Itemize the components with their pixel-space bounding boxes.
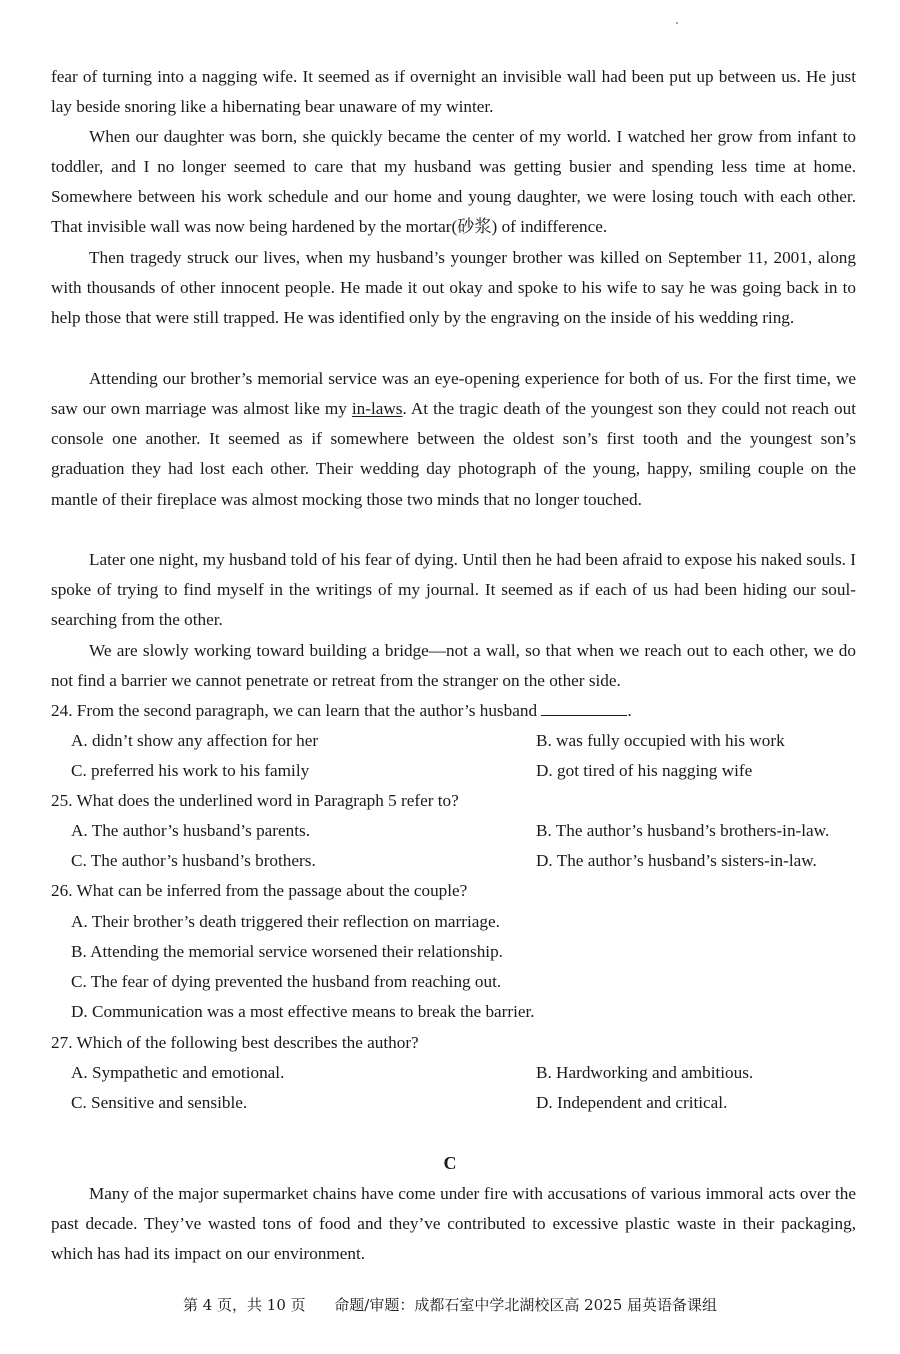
- passage-b-paragraph-5: Later one night, my husband told of his fear of dying. Until then he had been afraid to expose his naked souls. I spoke of trying to find myself in the writings of my journal. It seemed as if each of us had been hiding our soul-searching from the other.: [51, 550, 856, 630]
- question-25-option-c: C. The author’s husband’s brothers.: [71, 851, 316, 870]
- question-25-option-d: D. The author’s husband’s sisters-in-law.: [536, 851, 817, 870]
- question-24-period: .: [627, 701, 632, 720]
- question-24-option-a: A. didn’t show any affection for her: [71, 731, 319, 750]
- passage-b-paragraph-6: We are slowly working toward building a bridge—not a wall, so that when we reach out to each other, we do not find a barrier we cannot penetrate or retreat from the stranger on the other side.: [51, 641, 856, 691]
- question-25-option-b: B. The author’s husband’s brothers-in-law.: [536, 821, 830, 840]
- section-c-paragraph-1: Many of the major supermarket chains have come under fire with accusations of various immoral acts over the past decade. They’ve wasted tons of food and they’ve contributed to excessive plastic waste in their packaging, which has had its impact on our environment.: [51, 1184, 856, 1264]
- paragraph-4-text-after: . At the tragic death of the youngest son they could not reach out console one another. It seemed as if somewhere between the oldest son’s first tooth and the youngest son’s graduation they had lost each other. Their wedding day photograph of the young, happy, smiling couple on the mantle of their fireplace was almost mocking those two minds that no longer touched.: [51, 399, 856, 509]
- question-27-stem: 27. Which of the following best describes the author?: [51, 1033, 419, 1052]
- passage-b-paragraph-3: Then tragedy struck our lives, when my husband’s younger brother was killed on September 11, 2001, along with thousands of other innocent people. He made it out okay and spoke to his wife to say he was going back in to help those that were still trapped. He was identified only by the engraving on the inside of his wedding ring.: [51, 248, 856, 328]
- question-26-stem: 26. What can be inferred from the passage about the couple?: [51, 881, 468, 900]
- passage-b-paragraph-1: fear of turning into a nagging wife. It seemed as if overnight an invisible wall had been put up between us. He just lay beside snoring like a hibernating bear unaware of my winter.: [51, 67, 856, 117]
- question-24-text: 24. From the second paragraph, we can learn that the author’s husband: [51, 701, 538, 720]
- answer-blank: [541, 700, 627, 716]
- footer-page-info: 第 4 页，共 10 页: [182, 1296, 306, 1314]
- underlined-word-in-laws: in-laws: [351, 399, 403, 419]
- footer-author-info: 命题/审题：成都石室中学北湖校区高 2025 届英语备课组: [334, 1296, 718, 1314]
- question-24-option-b: B. was fully occupied with his work: [536, 731, 785, 750]
- question-27-option-d: D. Independent and critical.: [536, 1093, 728, 1112]
- scan-dot: [676, 22, 678, 24]
- question-26-option-d: D. Communication was a most effective means to break the barrier.: [71, 1002, 535, 1021]
- question-26-option-b: B. Attending the memorial service worsened their relationship.: [71, 942, 503, 961]
- question-24-option-d: D. got tired of his nagging wife: [536, 761, 753, 780]
- page-footer: [0, 1293, 900, 1317]
- question-26-option-a: A. Their brother’s death triggered their reflection on marriage.: [71, 912, 500, 931]
- passage-b-paragraph-2: When our daughter was born, she quickly became the center of my world. I watched her grow from infant to toddler, and I no longer seemed to care that my husband was getting busier and spending less time at home. Somewhere between his work schedule and our home and young daughter, we were losing touch with each other. That invisible wall was now being hardened by the mortar(砂浆) of indifference.: [51, 127, 856, 237]
- question-27-option-c: C. Sensitive and sensible.: [71, 1093, 248, 1112]
- question-25-option-a: A. The author’s husband’s parents.: [71, 821, 310, 840]
- question-27-option-b: B. Hardworking and ambitious.: [536, 1063, 754, 1082]
- question-24-stem: [51, 696, 632, 726]
- question-25-stem: 25. What does the underlined word in Paragraph 5 refer to?: [51, 791, 459, 810]
- question-26-option-c: C. The fear of dying prevented the husband from reaching out.: [71, 972, 502, 991]
- section-c-heading: C: [443, 1153, 457, 1173]
- passage-b-paragraph-4: [51, 364, 856, 515]
- paragraph-4-text-before: Attending our brother’s memorial service was an eye-opening experience for both of us. For the first time, we saw our own marriage was almost like my: [51, 369, 856, 419]
- question-24-option-c: C. preferred his work to his family: [71, 761, 310, 780]
- question-27-option-a: A. Sympathetic and emotional.: [71, 1063, 285, 1082]
